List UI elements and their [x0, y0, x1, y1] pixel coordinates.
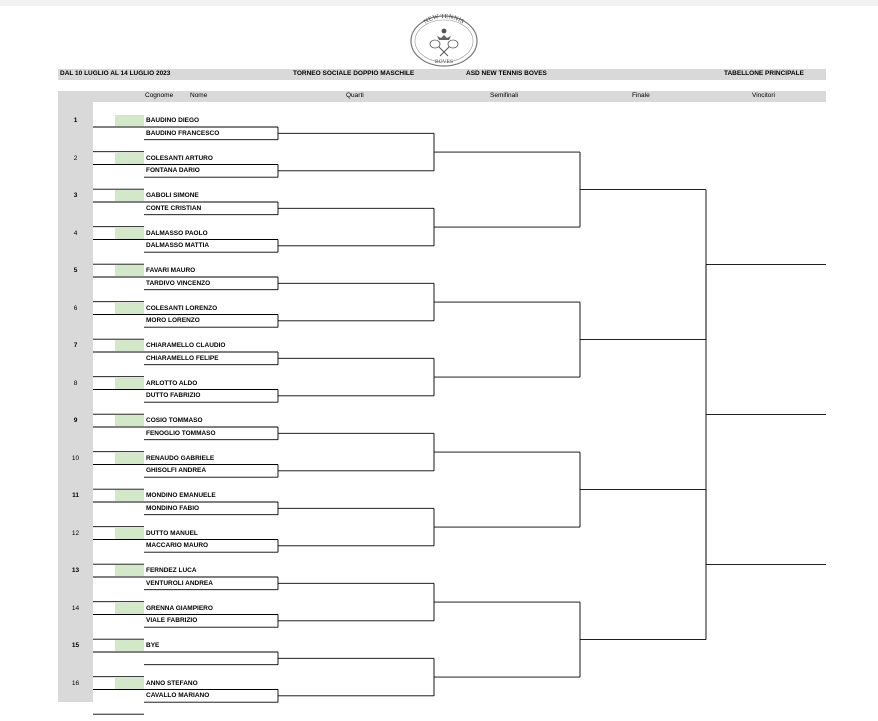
- partner-name: CONTE CRISTIAN: [146, 204, 202, 212]
- seed-number: 11: [72, 492, 79, 499]
- logo-text-bottom: BOVES: [434, 59, 454, 65]
- partner-name: DUTTO FABRIZIO: [146, 392, 201, 400]
- player-name: COLESANTI ARTURO: [146, 154, 213, 162]
- player-name: ARLOTTO ALDO: [146, 379, 198, 387]
- seed-number: 10: [71, 454, 80, 462]
- partner-name: VENTUROLI ANDREA: [146, 579, 213, 587]
- tournament-title: TORNEO SOCIALE DOPPIO MASCHILE: [293, 70, 415, 77]
- player-name: COSIO TOMMASO: [146, 417, 203, 424]
- player-name: MONDINO EMANUELE: [146, 492, 216, 499]
- player-name: GABOLI SIMONE: [146, 192, 199, 199]
- player-name: COLESANTI LORENZO: [146, 304, 218, 312]
- seed-number: 12: [71, 529, 80, 537]
- col-name: Nome: [190, 92, 208, 99]
- player-name: BAUDINO DIEGO: [146, 117, 200, 124]
- player-name: FERNDEZ LUCA: [146, 567, 197, 574]
- seed-number: 8: [73, 379, 78, 387]
- dates-label: DAL 10 LUGLIO AL 14 LUGLIO 2023: [60, 70, 171, 77]
- player-name: DUTTO MANUEL: [146, 529, 198, 537]
- seed-number: 6: [73, 304, 78, 312]
- seed-number: 14: [71, 604, 80, 612]
- partner-name: BAUDINO FRANCESCO: [146, 129, 220, 137]
- partner-name: MACCARIO MAURO: [146, 542, 209, 550]
- seed-number: 7: [73, 342, 78, 349]
- player-name: GRENNA GIAMPIERO: [146, 604, 213, 612]
- logo-text-top: NEW TENNIS: [422, 14, 466, 26]
- seed-number: 2: [73, 154, 78, 162]
- col-surname: Cognome: [145, 92, 174, 99]
- partner-name: GHISOLFI ANDREA: [146, 467, 207, 475]
- seed-number: 1: [73, 117, 78, 124]
- col-winners: Vincitori: [752, 92, 776, 99]
- player-name: RENAUDO GABRIELE: [146, 454, 215, 462]
- partner-name: FONTANA DARIO: [146, 167, 200, 175]
- seed-number: 5: [73, 267, 78, 274]
- player-name: DALMASSO PAOLO: [146, 229, 208, 237]
- partner-name: CHIARAMELLO FELIPE: [146, 354, 219, 362]
- partner-name: MORO LORENZO: [146, 317, 200, 325]
- partner-name: VIALE FABRIZIO: [146, 617, 198, 625]
- partner-name: TARDIVO VINCENZO: [146, 279, 211, 287]
- partner-name: DALMASSO MATTIA: [146, 242, 210, 250]
- partner-name: CAVALLO MARIANO: [146, 692, 210, 700]
- seed-number: 3: [73, 192, 78, 199]
- player-name: FAVARI MAURO: [146, 267, 196, 274]
- seed-number: 9: [73, 417, 78, 424]
- club-name: ASD NEW TENNIS BOVES: [466, 70, 547, 77]
- col-quarters: Quarti: [346, 92, 364, 99]
- player-name: ANNO STEFANO: [146, 679, 198, 687]
- seed-number: 15: [71, 642, 80, 649]
- player-name: BYE: [146, 642, 160, 649]
- partner-name: MONDINO FABIO: [146, 504, 200, 512]
- seed-number: 4: [73, 229, 78, 237]
- player-name: CHIARAMELLO CLAUDIO: [146, 342, 226, 349]
- col-final: Finale: [632, 92, 650, 99]
- col-semis: Semifinali: [490, 92, 519, 99]
- seed-number: 16: [71, 679, 80, 687]
- partner-name: FENOGLIO TOMMASO: [146, 429, 216, 437]
- seed-number: 13: [71, 567, 80, 574]
- board-title: TABELLONE PRINCIPALE: [724, 70, 804, 77]
